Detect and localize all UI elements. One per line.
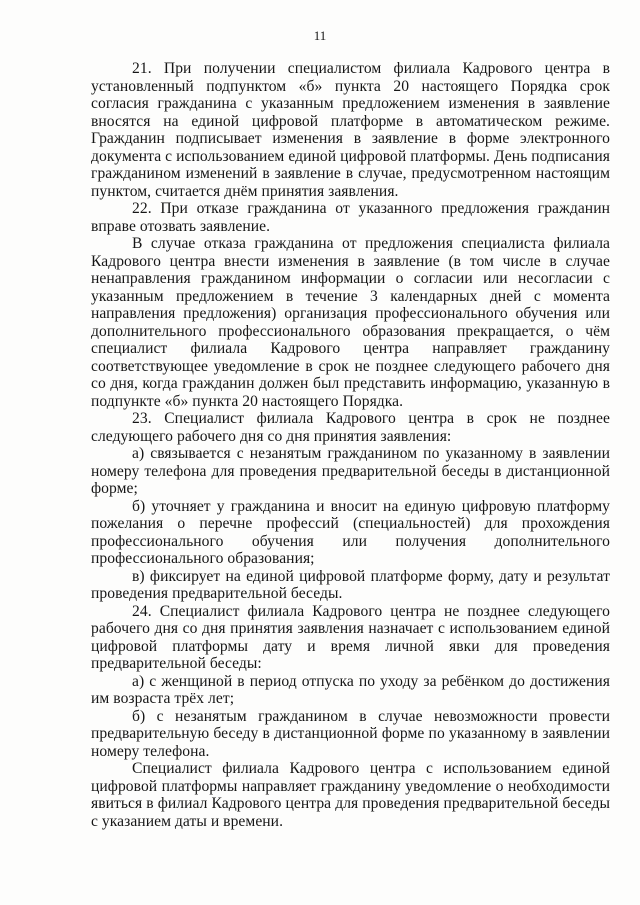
paragraph-24-notice: Специалист филиала Кадрового центра с использованием единой цифровой платформы направляет гражданину уведомление о необходимости явиться в филиал Кадрового центра для проведения предварительной беседы с указанием даты и времени. xyxy=(91,760,610,830)
paragraph-23-item-v: в) фиксирует на единой цифровой платформе форму, дату и результат проведения предварительной беседы. xyxy=(91,567,610,602)
paragraph-23-item-b: б) уточняет у гражданина и вносит на единую цифровую платформу пожелания о перечне профессий (специальностей) для прохождения профессионального обучения или получения дополнительного профессионального образования; xyxy=(91,497,610,567)
paragraph-22: 22. При отказе гражданина от указанного предложения гражданин вправе отозвать заявление. xyxy=(91,200,610,235)
page-number: 11 xyxy=(313,28,327,43)
paragraph-24: 24. Специалист филиала Кадрового центра не позднее следующего рабочего дня со дня принятия заявления назначает с использованием единой цифровой платформы дату и время личной явки для проведения предварительной беседы: xyxy=(91,602,610,672)
paragraph-24-item-b: б) с незанятым гражданином в случае невозможности провести предварительную беседу в дистанционной форме по указанному в заявлении номеру телефона. xyxy=(91,707,610,760)
paragraph-22-refusal: В случае отказа гражданина от предложения специалиста филиала Кадрового центра внести изменения в заявление (в том числе в случае ненаправления гражданином информации о согласии или несогласии с указанным предложением в течение 3 календарных дней с момента направления предложения) организация профессионального обучения или дополнительного профессионального образования прекращается, о чём специалист филиала Кадрового центра направляет гражданину соответствующее уведомление в срок не позднее следующего рабочего дня со дня, когда гражданин должен был представить информацию, указанную в подпункте «б» пункта 20 настоящего Порядка. xyxy=(91,235,610,410)
paragraph-24-item-a: а) с женщиной в период отпуска по уходу за ребёнком до достижения им возраста трёх лет; xyxy=(91,672,610,707)
paragraph-21: 21. При получении специалистом филиала Кадрового центра в установленный подпунктом «б» пункта 20 настоящего Порядка срок согласия гражданина с указанным предложением изменения в заявление вносятся на единой цифровой платформе в автоматическом режиме. Гражданин подписывает изменения в заявление в форме электронного документа с использованием единой цифровой платформы. День подписания гражданином изменений в заявление в случае, предусмотренном настоящим пунктом, считается днём принятия заявления. xyxy=(91,60,610,200)
paragraph-23-item-a: а) связывается с незанятым гражданином по указанному в заявлении номеру телефона для проведения предварительной беседы в дистанционной форме; xyxy=(91,445,610,497)
paragraph-23: 23. Специалист филиала Кадрового центра в срок не позднее следующего рабочего дня со дня принятия заявления: xyxy=(91,410,610,445)
document-body xyxy=(91,60,610,830)
